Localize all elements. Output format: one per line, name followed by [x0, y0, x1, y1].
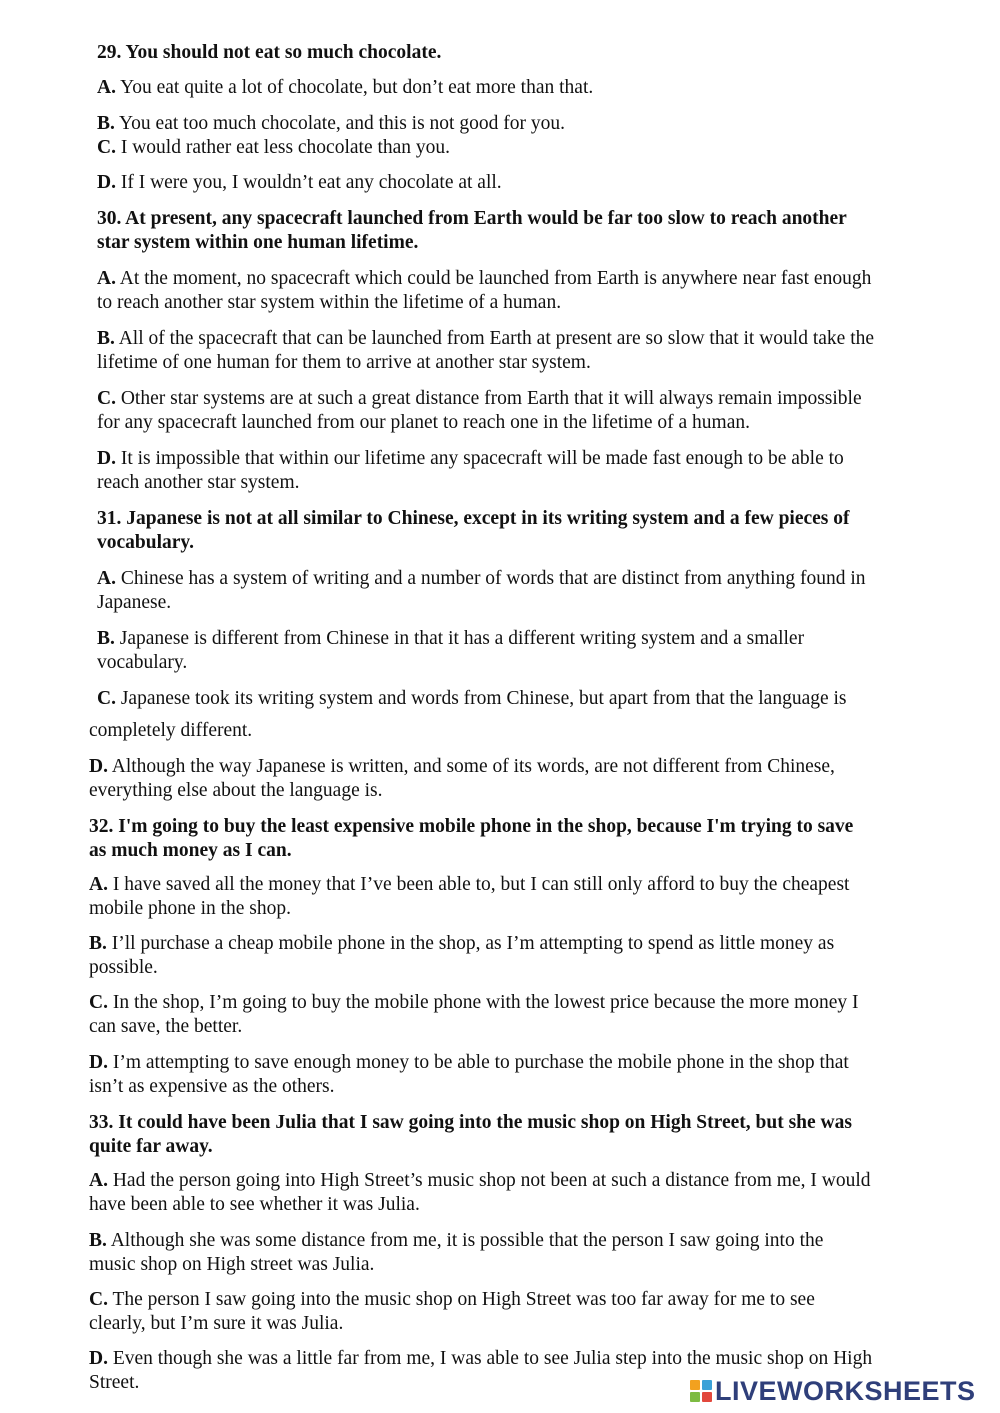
question-30-option-b: B. All of the spacecraft that can be launched from Earth at present are so slow that it would take the [97, 328, 875, 349]
question-31-option-d-line-2: everything else about the language is. [89, 780, 383, 801]
question-29-option-c: C. I would rather eat less chocolate than you. [97, 137, 451, 158]
question-33-option-b: B. Although she was some distance from me, it is possible that the person I saw going into the [89, 1230, 824, 1251]
question-31-option-c: C. Japanese took its writing system and words from Chinese, but apart from that the language is [97, 688, 847, 709]
question-30-stem-line-2: star system within one human lifetime. [97, 232, 419, 253]
question-32-option-a: A. I have saved all the money that I’ve been able to, but I can still only afford to buy the cheapest [89, 874, 850, 895]
liveworksheets-logo-icon [690, 1380, 712, 1402]
question-33-option-a: A. Had the person going into High Street’s music shop not been at such a distance from me, I would [89, 1170, 871, 1191]
question-33-option-c: C. The person I saw going into the music shop on High Street was too far away for me to see [89, 1289, 815, 1310]
question-30-option-c-line-2: for any spacecraft launched from our planet to reach one in the lifetime of a human. [97, 412, 750, 433]
question-29-option-a: A. You eat quite a lot of chocolate, but don’t eat more than that. [97, 77, 594, 98]
liveworksheets-logo-text: LIVEWORKSHEETS [715, 1376, 976, 1406]
question-33-option-d-line-2: Street. [89, 1372, 140, 1393]
question-30-option-a: A. At the moment, no spacecraft which could be launched from Earth is anywhere near fast enough [97, 268, 872, 289]
question-31-option-a-line-2: Japanese. [97, 592, 172, 613]
question-31-option-b-line-2: vocabulary. [97, 652, 188, 673]
question-32-stem: 32. I'm going to buy the least expensive mobile phone in the shop, because I'm trying to save [89, 816, 854, 837]
question-30-option-a-line-2: to reach another star system within the lifetime of a human. [97, 292, 562, 313]
question-29-option-d: D. If I were you, I wouldn’t eat any chocolate at all. [97, 172, 502, 193]
question-31-option-c-line-2: completely different. [89, 720, 253, 741]
question-32-option-d-line-2: isn’t as expensive as the others. [89, 1076, 335, 1097]
question-33-stem-line-2: quite far away. [89, 1136, 213, 1157]
question-29-option-b: B. You eat too much chocolate, and this is not good for you. [97, 113, 565, 134]
question-30-option-d: D. It is impossible that within our lifetime any spacecraft will be made fast enough to be able to [97, 448, 844, 469]
question-31-stem-line-2: vocabulary. [97, 532, 194, 553]
question-30-option-c: C. Other star systems are at such a great distance from Earth that it will always remain impossible [97, 388, 862, 409]
question-32-stem-line-2: as much money as I can. [89, 840, 292, 861]
question-30-stem: 30. At present, any spacecraft launched from Earth would be far too slow to reach another [97, 208, 847, 229]
question-31-stem: 31. Japanese is not at all similar to Chinese, except in its writing system and a few pieces of [97, 508, 850, 529]
question-33-option-b-line-2: music shop on High street was Julia. [89, 1254, 375, 1275]
question-32-option-b: B. I’ll purchase a cheap mobile phone in the shop, as I’m attempting to spend as little money as [89, 933, 835, 954]
question-30-option-d-line-2: reach another star system. [97, 472, 300, 493]
question-31-option-a: A. Chinese has a system of writing and a number of words that are distinct from anything found in [97, 568, 866, 589]
question-29-stem: 29. You should not eat so much chocolate. [97, 42, 442, 63]
question-30-option-b-line-2: lifetime of one human for them to arrive at another star system. [97, 352, 591, 373]
question-33-option-d: D. Even though she was a little far from me, I was able to see Julia step into the music shop on High [89, 1348, 873, 1369]
question-33-option-c-line-2: clearly, but I’m sure it was Julia. [89, 1313, 344, 1334]
question-32-option-b-line-2: possible. [89, 957, 158, 978]
question-32-option-c: C. In the shop, I’m going to buy the mobile phone with the lowest price because the more money I [89, 992, 859, 1013]
question-32-option-c-line-2: can save, the better. [89, 1016, 243, 1037]
question-33-stem: 33. It could have been Julia that I saw going into the music shop on High Street, but she was [89, 1112, 852, 1133]
question-31-option-b: B. Japanese is different from Chinese in that it has a different writing system and a smaller [97, 628, 805, 649]
question-33-option-a-line-2: have been able to see whether it was Julia. [89, 1194, 420, 1215]
question-31-option-d: D. Although the way Japanese is written, and some of its words, are not different from Chinese, [89, 756, 835, 777]
liveworksheets-watermark [690, 1374, 976, 1408]
question-32-option-d: D. I’m attempting to save enough money to be able to purchase the mobile phone in the shop that [89, 1052, 849, 1073]
question-32-option-a-line-2: mobile phone in the shop. [89, 898, 292, 919]
